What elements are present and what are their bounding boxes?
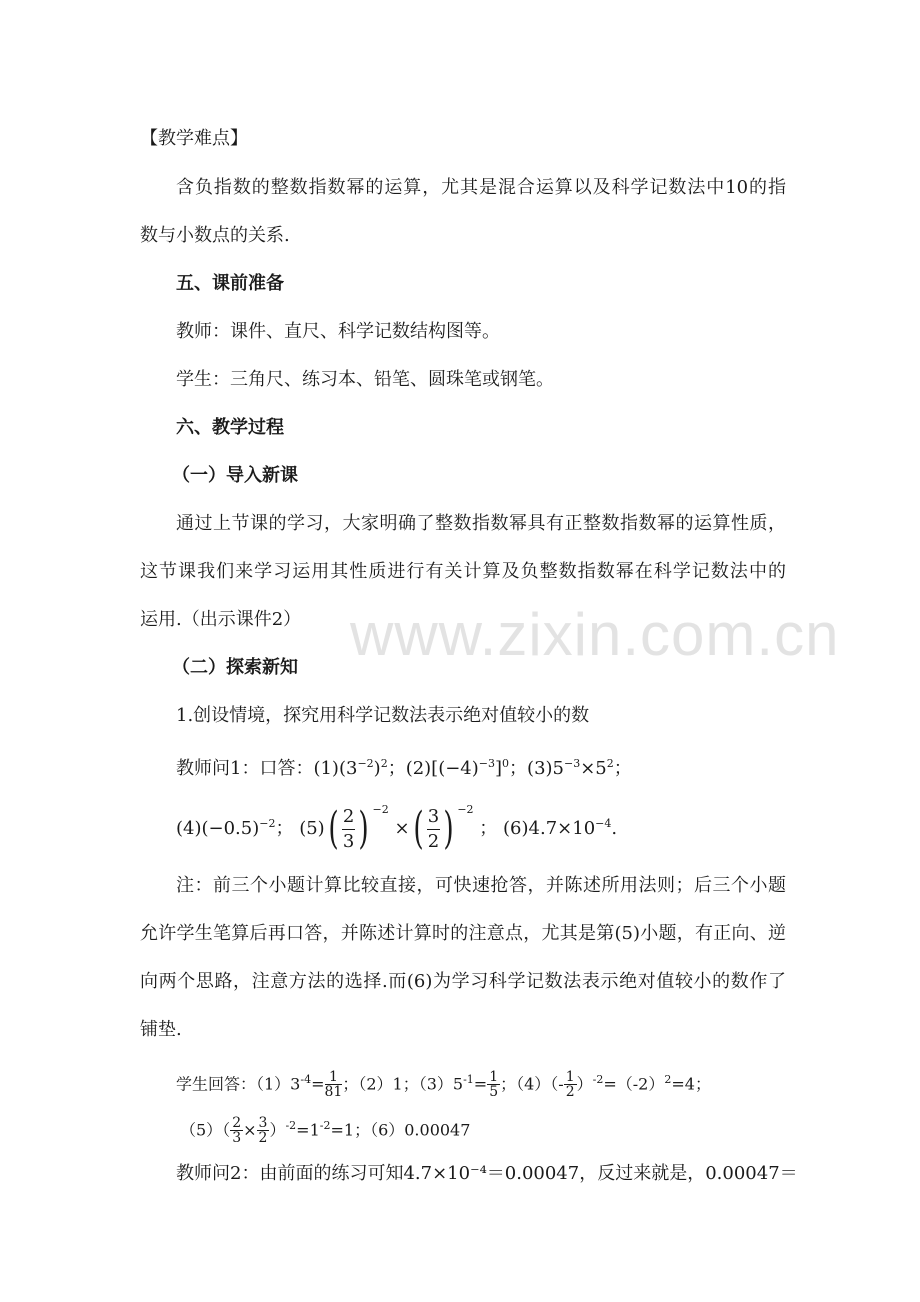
math-3: $(3)5^{-3}\times 5^2$: [527, 757, 614, 779]
math-5: (5)( $\frac{2}{3}$ ) $^{-2}$ ×( $\frac{3}{2}$ ) $^{-2}$: [299, 803, 474, 854]
note-line-4: 铺垫.: [140, 1019, 182, 1040]
student-answer-line-1: 学生回答：$(1)3^{-4}=$ $\frac{1}{81}$ ；（2）1；$(3)5^{-1}=$ $\frac{1}{5}$ ；（4）（- $\frac{1}{2}$ ）$^{-2}=(-2)^2=4$；: [176, 1069, 711, 1101]
teacher-question-1-line-1: 教师问1：口答：$(1)(3^{-2})^2$；$(2)[(-4)^{-3}]^0$；$(3)5^{-3}\times 5^2$；: [176, 757, 632, 779]
heading-prepare: 五、课前准备: [176, 273, 284, 294]
note-line-2: 允许学生笔算后再口答，并陈述计算时的注意点，尤其是第(5)小题，有正向、逆: [140, 923, 786, 944]
paragraph-intro-line-2: 这节课我们来学习运用其性质进行有关计算及负整数指数幂在科学记数法中的: [140, 561, 786, 582]
heading-intro: （一）导入新课: [172, 465, 298, 486]
note-line-1: 注：前三个小题计算比较直接，可快速抢答，并陈述所用法则；后三个小题: [176, 875, 786, 896]
watermark: www.zixin.com.cn: [350, 601, 840, 668]
heading-explore: （二）探索新知: [172, 657, 298, 678]
math-1: $(1)(3^{-2})^2$: [313, 757, 388, 779]
paragraph-item-1: 1.创设情境，探究用科学记数法表示绝对值较小的数: [176, 705, 590, 726]
math-4: $(4)(-0.5)^{-2}$: [176, 817, 276, 839]
heading-difficulty: 【教学难点】: [140, 128, 248, 149]
paragraph-teacher-prep: 教师：课件、直尺、科学记数结构图等。: [176, 321, 500, 342]
paragraph-intro-line-1: 通过上节课的学习，大家明确了整数指数幂具有正整数指数幂的运算性质，: [176, 513, 786, 534]
math-6: $(6)4.7\times 10^{-4}$.: [503, 817, 618, 839]
note-line-3: 向两个思路，注意方法的选择.而(6)为学习科学记数法表示绝对值较小的数作了: [140, 971, 786, 992]
paragraph-student-prep: 学生：三角尺、练习本、铅笔、圆珠笔或钢笔。: [176, 369, 554, 390]
teacher-question-2: 教师问2：由前面的练习可知4.7×10⁻⁴＝0.00047，反过来就是，0.00047＝: [176, 1163, 798, 1184]
math-2: $(2)[(-4)^{-3}]^0$: [405, 757, 510, 779]
teacher-question-1-line-2: $(4)(-0.5)^{-2}$； (5)( $\frac{2}{3}$ ) $^{-2}$ ×( $\frac{3}{2}$ ) $^{-2}$ ； $(6)4.7\times 10^{-4}$.: [176, 803, 618, 854]
question-prefix: 教师问1：口答：: [176, 758, 314, 779]
paragraph-difficulty-line-1: 含负指数的整数指数幂的运算，尤其是混合运算以及科学记数法中10的指: [176, 177, 786, 198]
heading-process: 六、教学过程: [176, 417, 284, 438]
paragraph-intro-line-3: 运用.（出示课件2）: [140, 609, 302, 630]
paragraph-difficulty-line-2: 数与小数点的关系.: [140, 225, 290, 246]
student-answer-line-2: （5）（ $\frac{2}{3}$ × $\frac{3}{2}$ ）$^{-2}=1^{-2}=1$；（6）0.00047: [180, 1115, 471, 1147]
